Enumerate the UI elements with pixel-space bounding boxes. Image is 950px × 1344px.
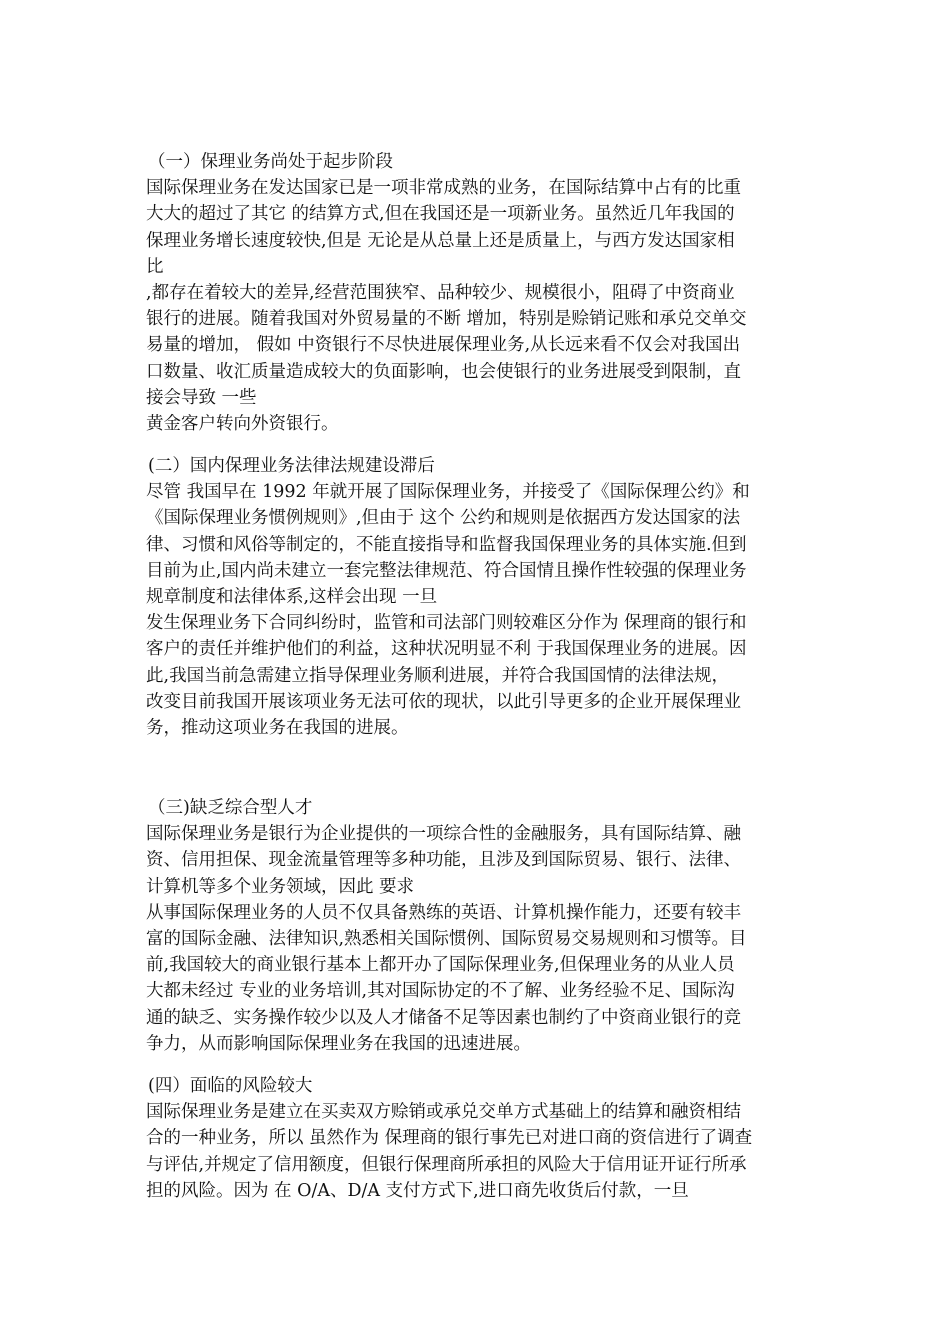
paragraph-line: 务，推动这项业务在我国的进展。: [146, 717, 409, 738]
section-heading: （三)缺乏综合型人才: [148, 798, 313, 818]
paragraph-line: 易量的增加， 假如 中资银行不尽快进展保理业务,从长远来看不仅会对我国出: [146, 335, 741, 356]
paragraph-line: ,都存在着较大的差异,经营范围狭窄、品种较少、规模很小，阻碍了中资商业: [146, 282, 735, 303]
paragraph-line: 银行的进展。随着我国对外贸易量的不断 增加，特别是赊销记账和承兑交单交: [146, 309, 747, 330]
section-3: [146, 795, 806, 1057]
section-heading: (四）面临的风险较大: [148, 1076, 313, 1096]
paragraph-line: 大都未经过 专业的业务培训,其对国际协定的不了解、业务经验不足、国际沟: [146, 981, 735, 1002]
paragraph-line: 合的一种业务，所以 虽然作为 保理商的银行事先已对进口商的资信进行了调查: [146, 1128, 753, 1149]
section-heading: （一）保理业务尚处于起步阶段: [148, 152, 393, 172]
paragraph-line: 国际保理业务在发达国家已是一项非常成熟的业务，在国际结算中占有的比重: [146, 178, 741, 199]
paragraph-line: 国际保理业务是银行为企业提供的一项综合性的金融服务，具有国际结算、融: [146, 824, 741, 845]
paragraph-line: 争力，从而影响国际保理业务在我国的迅速进展。: [146, 1033, 531, 1054]
paragraph-line: 口数量、收汇质量造成较大的负面影响，也会使银行的业务进展受到限制，直: [146, 361, 741, 382]
paragraph-line: 资、信用担保、现金流量管理等多种功能，且涉及到国际贸易、银行、法律、: [146, 850, 741, 871]
paragraph-line: 改变目前我国开展该项业务无法可依的现状，以此引导更多的企业开展保理业: [146, 691, 741, 712]
paragraph-line: 客户的责任并维护他们的利益，这种状况明显不利 于我国保理业务的进展。因: [146, 639, 747, 660]
paragraph-line: 保理业务增长速度较快,但是 无论是从总量上还是质量上，与西方发达国家相: [146, 230, 735, 251]
section-1: [146, 149, 806, 437]
paragraph-line: 目前为止,国内尚未建立一套完整法律规范、符合国情且操作性较强的保理业务: [146, 560, 747, 581]
paragraph-line: 黄金客户转向外资银行。: [146, 413, 339, 434]
paragraph-line: 发生保理业务下合同纠纷时，监管和司法部门则较难区分作为 保理商的银行和: [146, 613, 747, 634]
paragraph-line: 从事国际保理业务的人员不仅具备熟练的英语、计算机操作能力，还要有较丰: [146, 902, 741, 923]
paragraph-line: 国际保理业务是建立在买卖双方赊销或承兑交单方式基础上的结算和融资相结: [146, 1102, 741, 1123]
paragraph-line: 比: [146, 256, 164, 277]
paragraph-line: 尽管 我国早在 1992 年就开展了国际保理业务，并接受了《国际保理公约》和: [146, 482, 750, 503]
paragraph-line: 通的缺乏、实务操作较少以及人才储备不足等因素也制约了中资商业银行的竞: [146, 1007, 741, 1028]
section-4: [146, 1073, 806, 1204]
section-2: [146, 453, 806, 741]
paragraph-line: 律、习惯和风俗等制定的，不能直接指导和监督我国保理业务的具体实施.但到: [146, 534, 747, 555]
paragraph-line: 富的国际金融、法律知识,熟悉相关国际惯例、国际贸易交易规则和习惯等。目: [146, 928, 747, 949]
paragraph-line: 担的风险。因为 在 O/A、D/A 支付方式下,进口商先收货后付款，一旦: [146, 1180, 689, 1201]
paragraph-line: 此,我国当前急需建立指导保理业务顺利进展，并符合我国国情的法律法规，: [146, 665, 730, 686]
section-heading: (二）国内保理业务法律法规建设滞后: [148, 456, 435, 476]
paragraph-line: 大大的超过了其它 的结算方式,但在我国还是一项新业务。虽然近几年我国的: [146, 204, 735, 225]
paragraph-line: 与评估,并规定了信用额度，但银行保理商所承担的风险大于信用证开证行所承: [146, 1154, 747, 1175]
paragraph-line: 接会导致 一些: [146, 387, 257, 408]
paragraph-line: 《国际保理业务惯例规则》,但由于 这个 公约和规则是依据西方发达国家的法: [146, 508, 741, 529]
paragraph-line: 前,我国较大的商业银行基本上都开办了国际保理业务,但保理业务的从业人员: [146, 955, 735, 976]
paragraph-line: 规章制度和法律体系,这样会出现 一旦: [146, 586, 438, 607]
paragraph-line: 计算机等多个业务领域，因此 要求: [146, 876, 415, 897]
